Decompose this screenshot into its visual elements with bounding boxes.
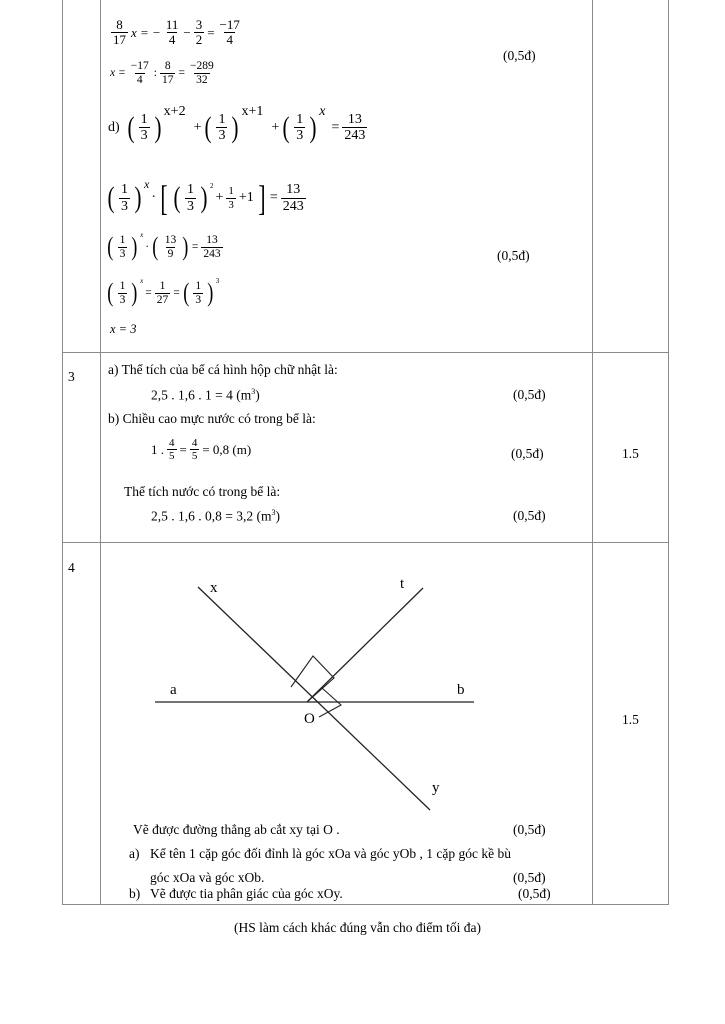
label-y: y (432, 780, 440, 796)
exponent: x+2 (163, 103, 186, 119)
equation-operator: = (178, 67, 185, 80)
calculation-line: 1 . $\frac{4}{5}$ = $\frac{4}{5}$ = 0,8 (m) (151, 437, 252, 463)
fraction-denominator: 5 (169, 450, 175, 463)
equation-operator: = (269, 190, 278, 205)
exponent: x (319, 103, 326, 119)
table-border-bottom (62, 904, 669, 905)
fraction-denominator: 5 (191, 450, 198, 463)
equation-operator: = (191, 241, 199, 254)
equation-operator: − (183, 24, 191, 40)
fraction-denominator: 3 (195, 293, 202, 306)
answer-line: Thể tích nước có trong bể là: (124, 484, 281, 499)
table-border-right (668, 0, 669, 905)
fraction-numerator: 1 (187, 182, 194, 198)
label-o: O (304, 711, 315, 727)
fraction-denominator: 27 (156, 293, 169, 306)
points-value: 1.5 (622, 712, 639, 727)
table-row-divider-2 (62, 542, 669, 543)
answer-line: a) Thể tích của bể cá hình hộp chữ nhật là: (108, 362, 338, 377)
equation-d: d) ( $\frac{1}{3}$ ) x+2 + ( $\frac{1}{3}$ ) x+1 + ( $\frac{1}{3}$ ) x = $\frac{13}{243}$ (108, 103, 366, 144)
fraction-numerator: 1 (159, 280, 166, 292)
answer-line: góc xOa và góc xOb. (150, 870, 265, 885)
fraction-denominator: 9 (167, 247, 174, 260)
equation-operator: = (173, 287, 180, 300)
fraction-numerator: 13 (286, 182, 301, 198)
fraction-numerator: 8 (164, 60, 171, 72)
footer-note: (HS làm cách khác đúng vẫn cho điểm tối đa) (234, 920, 482, 935)
fraction-numerator: 13 (164, 234, 177, 246)
label-t: t (400, 576, 405, 592)
score-label: (0,5đ) (511, 446, 544, 461)
fraction-numerator: 4 (169, 437, 175, 449)
calculation-text: 2,5 . 1,6 . 1 = 4 (m (151, 387, 252, 403)
score-label: (0,5đ) (518, 886, 551, 901)
score-label: (0,5đ) (497, 248, 530, 263)
fraction-numerator: 8 (116, 17, 123, 32)
fraction-numerator: 3 (195, 17, 203, 32)
fraction-denominator: 3 (140, 128, 148, 144)
fraction-numerator: 1 (228, 185, 234, 198)
fraction-numerator: 1 (121, 182, 128, 198)
equation-operator: · (151, 190, 156, 205)
fraction-denominator: 3 (296, 128, 304, 144)
answer-line: Vẽ được tia phân giác của góc xOy. (150, 886, 343, 901)
geometry-diagram (140, 565, 490, 815)
fraction-numerator: −17 (219, 17, 240, 32)
table-border-left (62, 0, 63, 905)
fraction-denominator: 243 (344, 128, 366, 144)
exponent: x (140, 277, 144, 286)
fraction-denominator: 243 (203, 247, 221, 260)
points-value: 1.5 (622, 446, 639, 461)
fraction-denominator: 17 (161, 73, 174, 86)
label-a: a (170, 682, 177, 698)
exponent: 2 (210, 182, 214, 190)
fraction-numerator: −17 (130, 60, 149, 72)
unit-exponent: 3 (251, 387, 256, 396)
label-b: b (457, 682, 465, 698)
table-border-col2 (592, 0, 593, 905)
equation-step-1: ( $\frac{1}{3}$ ) x · [ ( $\frac{1}{3}$ ) 2 + $\frac{1}{3}$ +1 ] = $\frac{13}{243}$ (107, 176, 304, 218)
equation-operator: + (271, 119, 280, 135)
item-marker: a) (129, 846, 140, 861)
fraction-numerator: 1 (296, 112, 304, 127)
line-xy (198, 587, 430, 810)
calculation-line: 2,5 . 1,6 . 1 = 4 $(m^3)$ (151, 387, 260, 403)
right-angle-mark-tox (291, 656, 334, 702)
equation-operator: = (207, 24, 215, 40)
fraction-numerator: 13 (206, 234, 218, 246)
fraction-denominator: 3 (121, 198, 128, 214)
score-label: (0,5đ) (513, 870, 546, 885)
fraction-denominator: 4 (168, 32, 176, 48)
equation-operator: = (145, 287, 152, 300)
score-label: (0,5đ) (503, 48, 536, 63)
unit-exponent: 3 (271, 508, 276, 517)
score-label: (0,5đ) (513, 822, 546, 837)
fraction-numerator: 1 (218, 112, 226, 127)
fraction-denominator: 3 (119, 247, 126, 260)
fraction-denominator: 32 (196, 73, 208, 86)
fraction-denominator: 4 (136, 73, 143, 86)
equation-operator: +1 (238, 190, 254, 205)
equation-text: x = − (131, 24, 161, 40)
equation-operator: + (215, 190, 224, 205)
question-number: 4 (68, 560, 75, 575)
label-x: x (210, 580, 218, 596)
equation-operator: = (331, 119, 340, 135)
fraction-denominator: 17 (113, 32, 126, 48)
calculation-text: 1 . (151, 441, 164, 457)
answer-line: Vẽ được đường thẳng ab cắt xy tại O . (133, 822, 340, 837)
fraction-numerator: 4 (191, 437, 198, 449)
equation-operator: · (145, 241, 150, 254)
equation-text: x = (110, 67, 126, 80)
equation-1 (110, 18, 243, 48)
exponent: x (144, 176, 150, 191)
fraction-denominator: 243 (282, 198, 304, 214)
fraction-numerator: 11 (165, 17, 179, 32)
fraction-denominator: 3 (228, 198, 234, 211)
exponent: x+1 (241, 103, 264, 119)
fraction-denominator: 4 (226, 32, 233, 48)
table-border-col1 (100, 0, 101, 905)
question-number: 3 (68, 369, 75, 384)
fraction-numerator: 1 (195, 280, 202, 292)
fraction-numerator: 13 (347, 112, 362, 127)
equation-2 (110, 60, 217, 86)
score-label: (0,5đ) (513, 508, 546, 523)
equation-operator: + (193, 119, 202, 135)
exponent: x (140, 231, 144, 240)
table-row-divider-1 (62, 352, 669, 353)
calculation-line: 2,5 . 1,6 . 0,8 = 3,2 $(m^3)$ (151, 508, 280, 524)
equation-result: x = 3 (110, 322, 137, 336)
fraction-numerator: −289 (189, 60, 214, 72)
fraction-denominator: 3 (218, 128, 226, 144)
item-marker: b) (129, 886, 141, 901)
equation-operator: : (153, 67, 157, 80)
equation-step-3: ( $\frac{1}{3}$ ) x = $\frac{1}{27}$ = ( $\frac{1}{3}$ ) 3 (107, 277, 220, 308)
fraction-denominator: 3 (119, 293, 126, 306)
ray-ot (307, 588, 423, 702)
answer-line: Kể tên 1 cặp góc đối đỉnh là góc xOa và góc yOb , 1 cặp góc kề bù (150, 846, 512, 861)
equation-step-2: ( $\frac{1}{3}$ ) x · ( $\frac{13}{9}$ ) = $\frac{13}{243}$ (107, 231, 221, 262)
calculation-text: = 0,8 (m) (202, 441, 252, 457)
score-label: (0,5đ) (513, 387, 546, 402)
fraction-denominator: 2 (195, 32, 203, 48)
fraction-denominator: 3 (187, 198, 194, 214)
fraction-numerator: 1 (119, 234, 126, 246)
answer-line: b) Chiều cao mực nước có trong bể là: (108, 411, 316, 426)
fraction-numerator: 1 (119, 280, 126, 292)
fraction-numerator: 1 (140, 112, 148, 127)
exponent: 3 (215, 277, 220, 286)
item-marker: d) (108, 119, 120, 135)
calculation-text: 2,5 . 1,6 . 0,8 = 3,2 (m (151, 508, 272, 524)
